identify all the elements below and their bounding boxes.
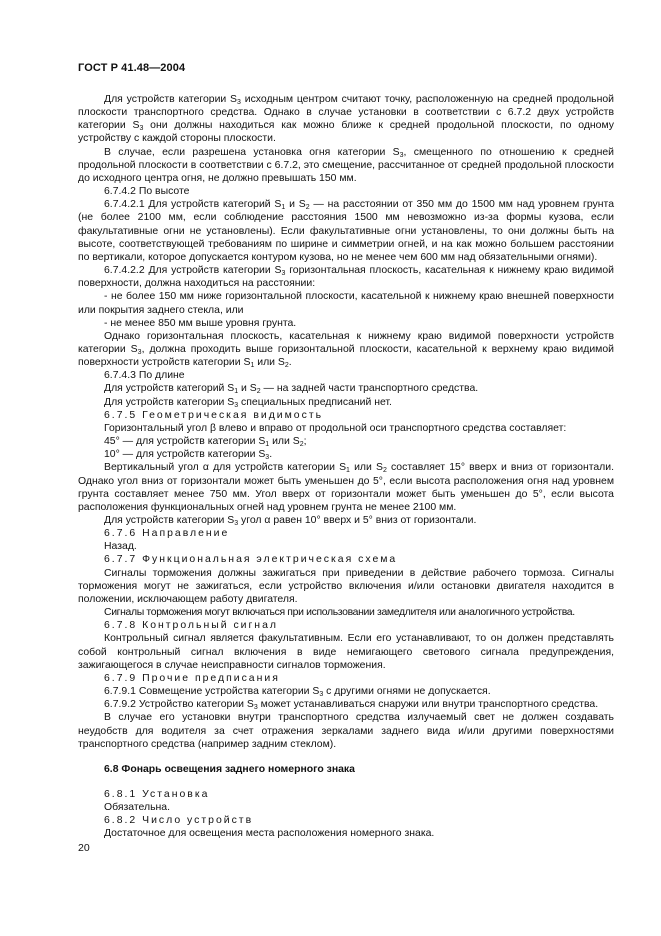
paragraph: Для устройств категорий $S_1$ и $S_2$ — на задней части транспортного средства. — [104, 383, 479, 396]
subscript: 3 — [319, 691, 324, 699]
paragraph: 45° — для устройств категории $S_1$ или $S_2$; — [104, 436, 307, 449]
subscript: 1 — [346, 467, 350, 475]
clause-heading: 6.8.1 Установка — [104, 788, 210, 800]
paragraph: В случае его установки внутри транспортного средства излучаемый свет не должен создавать неудобств для водителя за счет отражения зеркалами заднего вида и/или другими поверхностями транспортного средства (например задним стеклом). — [78, 712, 614, 750]
subscript: 2 — [305, 204, 310, 212]
paragraph: Назад. — [104, 541, 137, 553]
clause-heading: 6.7.9 Прочие предписания — [104, 672, 280, 684]
subscript: 1 — [265, 441, 270, 449]
paragraph: Вертикальный угол α для устройств категории $S_1$ или $S_2$ составляет 15° вверх и вниз от горизонтали. Однако угол вниз от горизонтали может быть уменьшен до 5°, если высота расположения огня над уровнем грунта составляет менее 750 мм. Угол вверх от горизонтали может быть уменьшен до 5°, если высота расположения функциональных огней над уровнем грунта не менее 2100 мм. — [78, 462, 615, 513]
subscript: 3 — [281, 270, 286, 278]
subscript: 1 — [234, 388, 239, 396]
subscript: 3 — [139, 125, 144, 133]
paragraph: Достаточное для освещения места расположения номерного знака. — [104, 828, 435, 840]
subscript: 3 — [137, 348, 142, 356]
clause-heading: 6.7.4.3 По длине — [104, 370, 185, 382]
paragraph: 6.7.4.2.1 Для устройств категорий $S_1$ и $S_2$ — на расстоянии от 350 мм до 1500 мм над уровнем грунта (не более 2100 мм, если соблюдение расстояния 1500 мм невозможно из-за формы кузова, если факультативные огни не установлены). Если факультативные огни установлены, то они должны быть на высоте, соответствующей требованиям по ширине и симметрии огней, и на как можно большем расстоянии по вертикали, которое допускается контуром кузова, но не менее чем 600 мм над обязательными огнями). — [78, 199, 614, 263]
clause-heading: 6.7.7 Функциональная электрическая схема — [104, 554, 398, 566]
paragraph: Обязательна. — [104, 802, 170, 814]
paragraph: 6.7.4.2.2 Для устройств категории $S_3$ горизонтальная плоскость, касательная к нижнему краю видимой поверхности, должна находиться на расстоянии: — [78, 265, 614, 290]
paragraph: Горизонтальный угол β влево и вправо от продольной оси транспортного средства составляет: — [104, 422, 567, 434]
subscript: 3 — [237, 99, 241, 106]
paragraph: 6.7.9.2 Устройство категории $S_3$ может устанавливаться снаружи или внутри транспортного средства. — [104, 699, 599, 712]
list-item: - не более 150 мм ниже горизонтальной плоскости, касательной к нижнему краю внешней поверхности или покрытия заднего стекла, или — [78, 291, 614, 316]
subscript: 2 — [382, 467, 387, 475]
clause-heading: 6.7.4.2 По высоте — [104, 186, 190, 198]
clause-heading: 6.8.2 Число устройств — [104, 815, 254, 827]
paragraph: Контрольный сигнал является факультативным. Если его устанавливают, то он должен представлять собой контрольный сигнал включения в виде немигающего светового сигнала предупреждения, зажигающегося в случае неисправности сигналов торможения. — [78, 633, 614, 671]
paragraph: 10° — для устройств категории $S_3$. — [104, 449, 273, 462]
paragraph: Сигналы торможения должны зажигаться при приведении в действие рабочего тормоза. Сигналы торможения могут не зажигаться, если устройство включения и/или остановки двигателя находится в положении, исключающем работу двигателя. — [78, 567, 614, 605]
paragraph: Для устройств категории $S_3$ угол α равен 10° вверх и 5° вниз от горизонтали. — [104, 515, 477, 527]
paragraph: Для устройств категории $S_3$ специальных предписаний нет. — [104, 396, 392, 409]
subscript: 2 — [299, 441, 304, 449]
subscript: 1 — [250, 362, 255, 370]
paragraph: Сигналы торможения могут включаться при использовании замедлителя или аналогичного устройства. — [104, 607, 575, 619]
document-header: ГОСТ Р 41.48—2004 — [78, 62, 186, 74]
subscript: 2 — [256, 388, 261, 396]
subscript: 3 — [399, 151, 404, 159]
paragraph: В случае, если разрешена установка огня категории $S_3$, смещенного по отношению к средней продольной плоскости в соответствии с 6.7.2, это смещение, рассчитанное от средней продольной плоскости до исходного центра огня, не должно превышать 150 мм. — [78, 146, 614, 184]
list-item: - не менее 850 мм выше уровня грунта. — [104, 317, 297, 329]
section-heading: 6.8 Фонарь освещения заднего номерного знака — [104, 763, 355, 775]
clause-heading: 6.7.5 Геометрическая видимость — [104, 409, 324, 421]
subscript: 3 — [234, 401, 239, 409]
subscript: 3 — [234, 520, 239, 527]
document-body — [78, 93, 614, 841]
subscript: 3 — [253, 704, 258, 712]
subscript: 1 — [281, 204, 286, 212]
subscript: 3 — [265, 454, 270, 462]
page-number: 20 — [78, 842, 90, 854]
paragraph: Однако горизонтальная плоскость, касательная к нижнему краю видимой поверхности устройств категории $S_3$, должна проходить выше горизонтальной плоскости, касательной к верхнему краю видимой поверхности устройств категории $S_1$ или $S_2$. — [78, 330, 614, 370]
paragraph: Для устройств категории $S_3$ исходным центром считают точку, расположенную на средней продольной плоскости транспортного средства. Однако в случае установки в соответствии с 6.7.2 двух устройств категории $S_3$ они должны находиться как можно ближе к средней продольной плоскости, по одному устройству с каждой стороны плоскости. — [78, 94, 614, 145]
clause-heading: 6.7.6 Направление — [104, 528, 230, 540]
subscript: 2 — [284, 362, 289, 370]
paragraph: 6.7.9.1 Совмещение устройства категории $S_3$ с другими огнями не допускается. — [104, 686, 491, 699]
clause-heading: 6.7.8 Контрольный сигнал — [104, 620, 278, 632]
